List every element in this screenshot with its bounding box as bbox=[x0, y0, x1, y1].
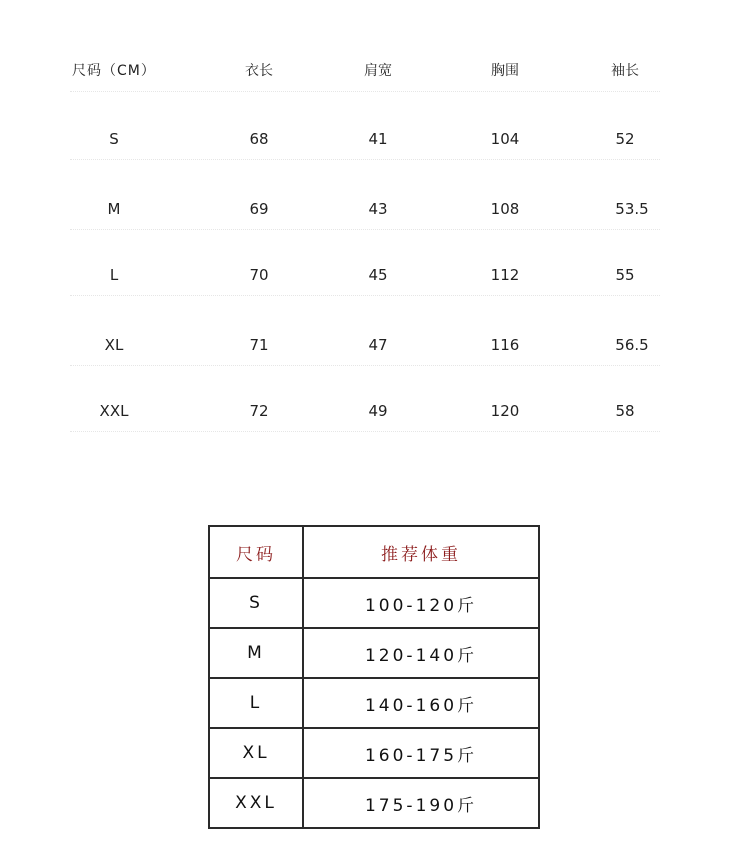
weight-cell: 120-140斤 bbox=[303, 628, 539, 678]
size-cell: M bbox=[107, 200, 121, 218]
length-cell: 69 bbox=[249, 200, 269, 218]
size-cell: L bbox=[209, 678, 303, 728]
weight-cell: 140-160斤 bbox=[303, 678, 539, 728]
header-length: 衣长 bbox=[245, 63, 273, 79]
size-row bbox=[0, 124, 730, 154]
size-cell: L bbox=[109, 266, 119, 284]
weight-cell: 100-120斤 bbox=[303, 578, 539, 628]
sleeve-cell: 52 bbox=[615, 130, 635, 148]
chest-cell: 108 bbox=[490, 200, 520, 218]
header-chest: 胸围 bbox=[491, 63, 519, 79]
shoulder-cell: 45 bbox=[368, 266, 388, 284]
size-cell: S bbox=[109, 130, 119, 148]
size-cell: XXL bbox=[99, 402, 129, 420]
sleeve-cell: 56.5 bbox=[615, 336, 649, 354]
size-row bbox=[0, 330, 730, 360]
chest-cell: 104 bbox=[490, 130, 520, 148]
weight-table-header bbox=[209, 526, 539, 578]
size-row bbox=[0, 396, 730, 426]
weight-table bbox=[208, 525, 540, 829]
shoulder-cell: 41 bbox=[368, 130, 388, 148]
chest-cell: 116 bbox=[490, 336, 520, 354]
header-sleeve: 袖长 bbox=[611, 63, 639, 79]
size-cell: M bbox=[209, 628, 303, 678]
size-chart-header bbox=[0, 56, 730, 86]
chest-cell: 120 bbox=[490, 402, 520, 420]
shoulder-cell: 47 bbox=[368, 336, 388, 354]
table-row bbox=[209, 678, 539, 728]
sleeve-cell: 58 bbox=[615, 402, 635, 420]
size-cell: XL bbox=[209, 728, 303, 778]
table-row bbox=[209, 628, 539, 678]
header-size: 尺码 bbox=[209, 526, 303, 578]
table-row bbox=[209, 778, 539, 828]
length-cell: 71 bbox=[249, 336, 269, 354]
weight-cell: 160-175斤 bbox=[303, 728, 539, 778]
shoulder-cell: 49 bbox=[368, 402, 388, 420]
header-size: 尺码（CM） bbox=[72, 63, 156, 79]
shoulder-cell: 43 bbox=[368, 200, 388, 218]
table-row bbox=[209, 578, 539, 628]
length-cell: 72 bbox=[249, 402, 269, 420]
size-cell: S bbox=[209, 578, 303, 628]
weight-cell: 175-190斤 bbox=[303, 778, 539, 828]
chest-cell: 112 bbox=[490, 266, 520, 284]
header-recommended-weight: 推荐体重 bbox=[303, 526, 539, 578]
size-row bbox=[0, 194, 730, 224]
length-cell: 68 bbox=[249, 130, 269, 148]
size-row bbox=[0, 260, 730, 290]
sleeve-cell: 53.5 bbox=[615, 200, 649, 218]
length-cell: 70 bbox=[249, 266, 269, 284]
sleeve-cell: 55 bbox=[615, 266, 635, 284]
size-cell: XXL bbox=[209, 778, 303, 828]
size-cell: XL bbox=[104, 336, 124, 354]
table-row bbox=[209, 728, 539, 778]
header-shoulder: 肩宽 bbox=[364, 63, 392, 79]
